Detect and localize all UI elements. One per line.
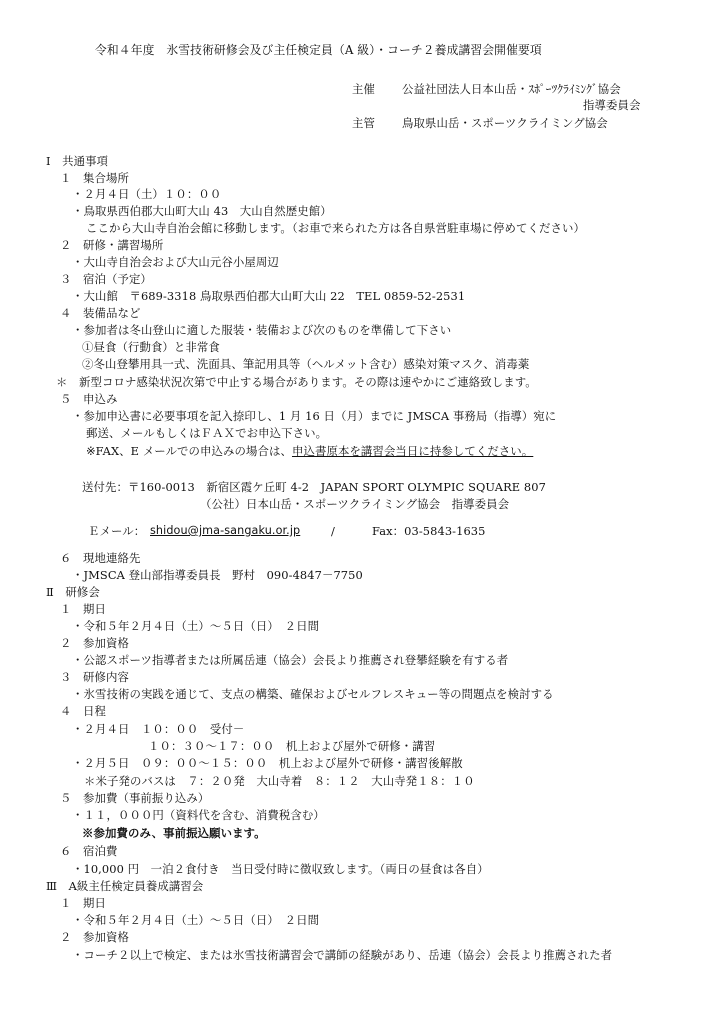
s2-lodging-fee-heading: ６ 宿泊費 xyxy=(60,844,118,858)
manage-organization: 鳥取県山岳・スポーツクライミング協会 xyxy=(402,116,608,130)
application-note xyxy=(86,443,533,459)
section-1-heading: Ⅰ 共通事項 xyxy=(46,154,109,168)
application-text-2: 郵送、メールもしくはＦＡＸでお申込下さい。 xyxy=(86,426,328,440)
application-note-prefix: ※FAX、E メールでの申込みの場合は、 xyxy=(86,444,292,458)
contact-separator: / xyxy=(331,524,335,538)
training-place-heading: ２ 研修・講習場所 xyxy=(60,238,164,252)
application-text-1: ・参加申込書に必要事項を記入捺印し、1 月 16 日（月）までに JMSCA 事務局（指導）宛に xyxy=(72,409,557,423)
email-link[interactable]: shidou@jma-sangaku.or.jp xyxy=(150,524,301,537)
s3-period-heading: １ 期日 xyxy=(60,896,106,910)
s2-schedule-day1-session: １０：３０～１７：００ 机上および屋外で研修・講習 xyxy=(148,739,436,753)
s2-content-text: ・氷雪技術の実践を通じて、支点の構築、確保およびセルフレスキュー等の問題点を検討する xyxy=(72,687,554,701)
s2-fee-note: ※参加費のみ、事前振込願います。 xyxy=(82,826,266,840)
s3-eligibility-text: ・コーチ２以上で検定、または氷雪技術講習会で講師の経験があり、岳連（協会）会長より推薦された者 xyxy=(72,948,613,962)
host-label: 主催 xyxy=(352,82,375,96)
email-label: Ｅメール： xyxy=(88,524,146,538)
manage-label: 主管 xyxy=(352,116,375,130)
equipment-heading: ４ 装備品など xyxy=(60,306,141,320)
section-2-heading: Ⅱ 研修会 xyxy=(46,585,100,599)
send-organization: （公社）日本山岳・スポーツクライミング協会 指導委員会 xyxy=(200,497,510,511)
send-address: 送付先：〒160-0013 新宿区霞ケ丘町 4-2 JAPAN SPORT OLYMPIC SQUARE 807 xyxy=(82,480,546,494)
contact-text: ・JMSCA 登山部指導委員長 野村 090-4847－7750 xyxy=(72,568,363,582)
host-organization: 公益社団法人日本山岳・ｽﾎﾟｰﾂｸﾗｲﾐﾝｸﾞ協会 xyxy=(402,82,621,96)
s2-schedule-heading: ４ 日程 xyxy=(60,704,106,718)
section-3-heading: Ⅲ A級主任検定員養成講習会 xyxy=(46,879,204,893)
equipment-item-2: ②冬山登攀用具一式、洗面具、筆記用具等（ヘルメット含む）感染対策マスク、消毒薬 xyxy=(82,357,530,371)
s2-fee-heading: ５ 参加費（事前振り込み） xyxy=(60,791,210,805)
s2-content-heading: ３ 研修内容 xyxy=(60,670,129,684)
training-place-text: ・大山寺自治会および大山元谷小屋周辺 xyxy=(72,255,279,269)
s2-bus-note: ＊米子発のバスは ７：２０発 大山寺着 ８：１２ 大山寺発１８：１０ xyxy=(84,774,475,788)
lodging-text: ・大山館 〒689-3318 鳥取県西伯郡大山町大山 22 TEL 0859-52-2531 xyxy=(72,289,466,303)
venue-time: ・２月４日（土）１０：００ xyxy=(72,187,222,201)
application-note-underlined: 申込書原本を講習会当日に持参してください。 xyxy=(291,444,534,458)
covid-note: ＊ 新型コロナ感染状況次第で中止する場合があります。その際は速やかにご連絡致します。 xyxy=(56,375,537,389)
equipment-item-1: ①昼食（行動食）と非常食 xyxy=(82,340,220,354)
venue-heading: １ 集合場所 xyxy=(60,171,129,185)
venue-note: ここから大山寺自治会館に移動します。（お車で来られた方は各自県営駐車場に停めてください） xyxy=(86,221,585,235)
s3-period-text: ・令和５年２月４日（土）～５日（日） ２日間 xyxy=(72,913,320,927)
s2-eligibility-heading: ２ 参加資格 xyxy=(60,636,129,650)
s2-eligibility-text: ・公認スポーツ指導者または所属岳連（協会）会長より推薦され登攀経験を有する者 xyxy=(72,653,509,667)
contact-heading: ６ 現地連絡先 xyxy=(60,551,141,565)
s2-schedule-day1: ・２月４日 １０：００ 受付－ xyxy=(72,722,245,736)
s2-period-heading: １ 期日 xyxy=(60,602,106,616)
fax-number: Fax：03-5843-1635 xyxy=(372,524,486,538)
document-title: 令和４年度 氷雪技術研修会及び主任検定員（A 級）・コーチ２養成講習会開催要項 xyxy=(95,43,542,57)
application-heading: ５ 申込み xyxy=(60,392,118,406)
lodging-heading: ３ 宿泊（予定） xyxy=(60,272,152,286)
host-committee: 指導委員会 xyxy=(583,98,641,112)
s2-period-text: ・令和５年２月４日（土）～５日（日） ２日間 xyxy=(72,619,320,633)
s2-schedule-day2: ・２月５日 ０９：００～１５：００ 机上および屋外で研修・講習後解散 xyxy=(72,756,463,770)
equipment-intro: ・参加者は冬山登山に適した服装・装備および次のものを準備して下さい xyxy=(72,323,452,337)
s3-eligibility-heading: ２ 参加資格 xyxy=(60,930,129,944)
s2-fee-text: ・１１，０００円（資料代を含む、消費税含む） xyxy=(72,808,325,822)
s2-lodging-fee-text: ・10,000 円 一泊２食付き 当日受付時に徴収致します。（両日の昼食は各自） xyxy=(72,862,489,876)
venue-address: ・鳥取県西伯郡大山町大山 43 大山自然歴史館） xyxy=(72,204,332,218)
